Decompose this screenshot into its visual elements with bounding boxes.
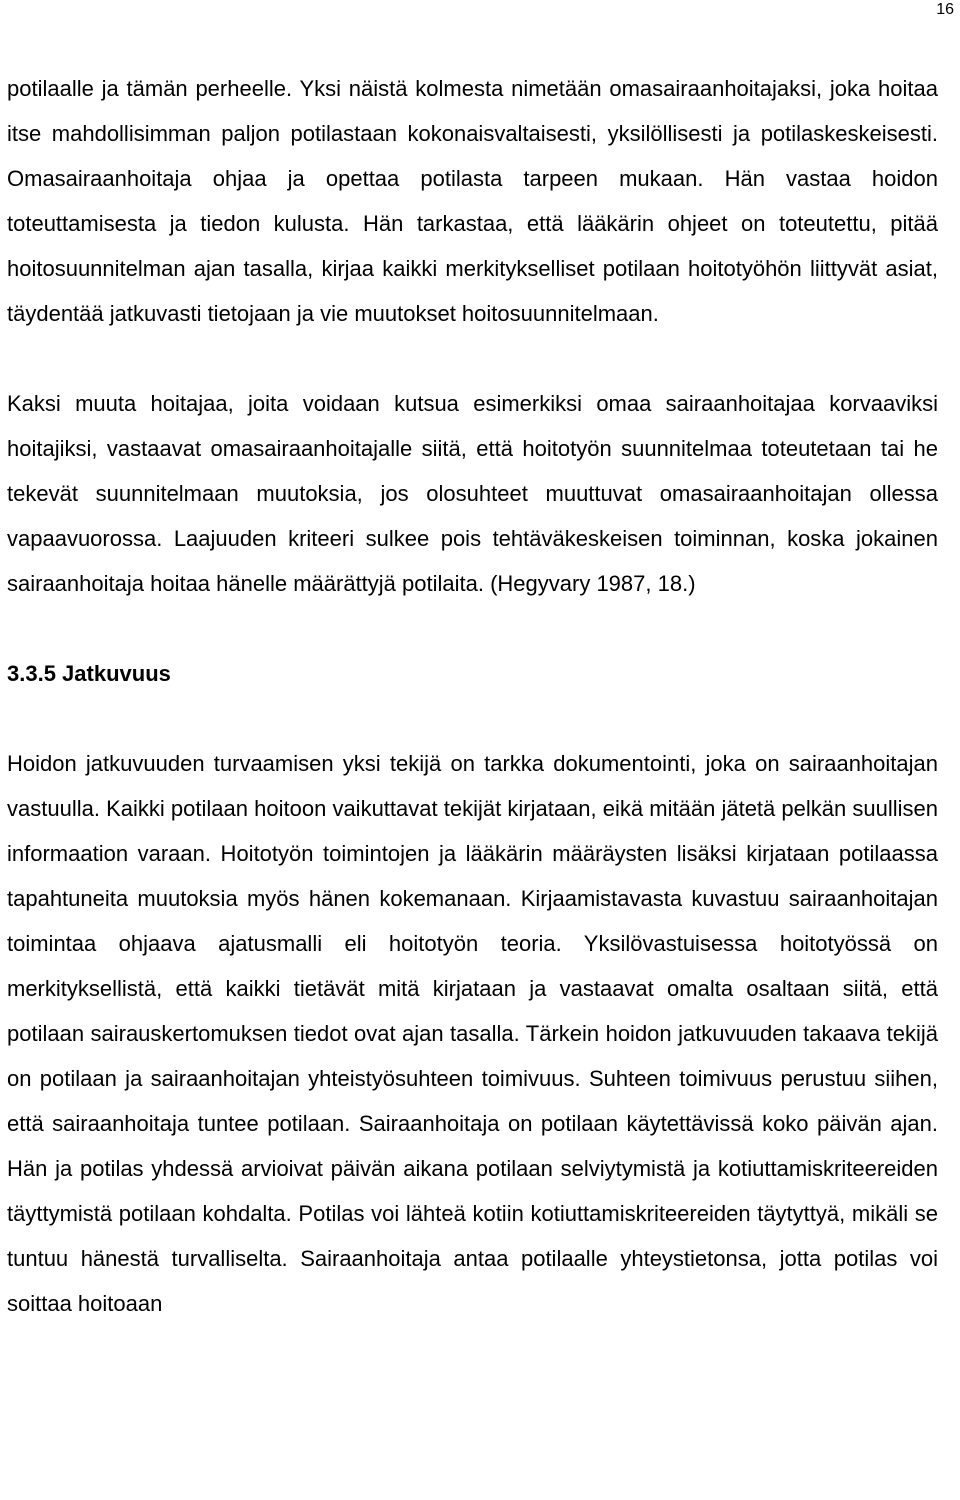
document-body [7,66,938,1326]
paragraph-3: Hoidon jatkuvuuden turvaamisen yksi tekijä on tarkka dokumentointi, joka on sairaanhoitajan vastuulla. Kaikki potilaan hoitoon vaikuttavat tekijät kirjataan, eikä mitään jätetä pelkän suullisen informaation varaan. Hoitotyön toimintojen ja lääkärin määräysten lisäksi kirjataan potilaassa tapahtuneita muutoksia myös hänen kokemanaan. Kirjaamistavasta kuvastuu sairaanhoitajan toimintaa ohjaava ajatusmalli eli hoitotyön teoria. Yksilövastuisessa hoitotyössä on merkityksellistä, että kaikki tietävät mitä kirjataan ja vastaavat omalta osaltaan siitä, että potilaan sairauskertomuksen tiedot ovat ajan tasalla. Tärkein hoidon jatkuvuuden takaava tekijä on potilaan ja sairaanhoitajan yhteistyösuhteen toimivuus. Suhteen toimivuus perustuu siihen, että sairaanhoitaja tuntee potilaan. Sairaanhoitaja on potilaan käytettävissä koko päivän ajan. Hän ja potilas yhdessä arvioivat päivän aikana potilaan selviytymistä ja kotiuttamiskriteereiden täyttymistä potilaan kohdalta. Potilas voi lähteä kotiin kotiuttamiskriteereiden täytyttyä, mikäli se tuntuu hänestä turvalliselta. Sairaanhoitaja antaa potilaalle yhteystietonsa, jotta potilas voi soittaa hoitoaan [7,751,938,1316]
paragraph-1: potilaalle ja tämän perheelle. Yksi näistä kolmesta nimetään omasairaanhoitajaksi, joka hoitaa itse mahdollisimman paljon potilastaan kokonaisvaltaisesti, yksilöllisesti ja potilaskeskeisesti. Omasairaanhoitaja ohjaa ja opettaa potilasta tarpeen mukaan. Hän vastaa hoidon toteuttamisesta ja tiedon kulusta. Hän tarkastaa, että lääkärin ohjeet on toteutettu, pitää hoitosuunnitelman ajan tasalla, kirjaa kaikki merkitykselliset potilaan hoitotyöhön liittyvät asiat, täydentää jatkuvasti tietojaan ja vie muutokset hoitosuunnitelmaan. [7,76,938,326]
page-number: 16 [936,1,954,18]
paragraph-2: Kaksi muuta hoitajaa, joita voidaan kutsua esimerkiksi omaa sairaanhoitajaa korvaaviksi hoitajiksi, vastaavat omasairaanhoitajalle siitä, että hoitotyön suunnitelmaa toteutetaan tai he tekevät suunnitelmaan muutoksia, jos olosuhteet muuttuvat omasairaanhoitajan ollessa vapaavuorossa. Laajuuden kriteeri sulkee pois tehtäväkeskeisen toiminnan, koska jokainen sairaanhoitaja hoitaa hänelle määrättyjä potilaita. (Hegyvary 1987, 18.) [7,391,938,596]
section-heading: 3.3.5 Jatkuvuus [7,661,171,686]
